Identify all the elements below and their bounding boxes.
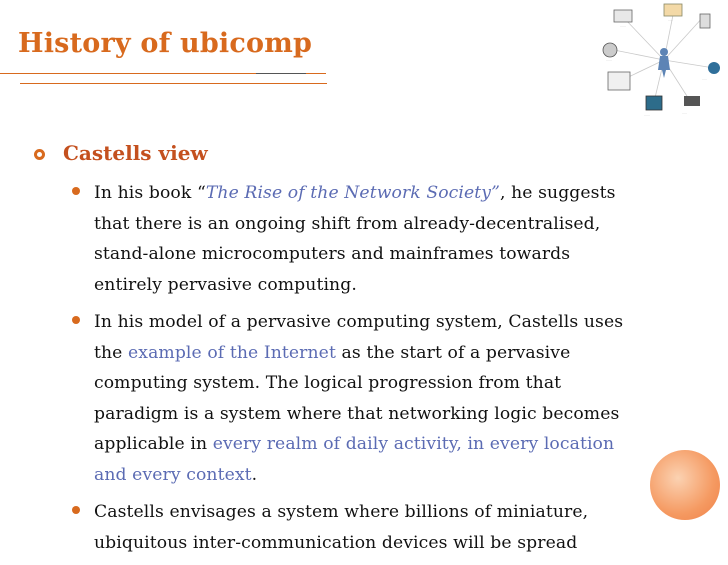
internet-example-link[interactable]: example of the Internet bbox=[128, 342, 336, 363]
bullet-text-part: as the start of a pervasive computing system. The logical progression from that paradigm is a system where that networking logic becomes applicable in bbox=[94, 342, 620, 454]
title-underline-accent bbox=[256, 73, 306, 74]
circle-bullet-icon bbox=[34, 149, 45, 160]
bullet-item bbox=[72, 497, 632, 558]
bullet-text-part: Castells envisages a system where billions of miniature, ubiquitous inter-communication devices will be spread bbox=[94, 502, 589, 553]
svg-text:·····: ····· bbox=[682, 111, 687, 115]
svg-text:·····: ····· bbox=[702, 77, 707, 81]
bullet-item bbox=[72, 307, 632, 490]
book-title-link[interactable]: The Rise of the Network Society” bbox=[205, 183, 500, 203]
slide-title: History of ubicomp bbox=[18, 28, 313, 59]
bullet-dot-icon bbox=[72, 316, 80, 324]
section-heading bbox=[34, 141, 208, 165]
bullet-text-part: , he suggests that there is an ongoing shift from already-decentralised, stand-alone microcomputers and mainframes towards entirely pervasive computing. bbox=[94, 183, 616, 295]
network-diagram-icon bbox=[596, 0, 728, 130]
daily-activity-link[interactable]: every realm of daily activity, in every location and every context bbox=[94, 434, 615, 485]
bullet-dot-icon bbox=[72, 506, 80, 514]
bullet-list bbox=[72, 178, 632, 565]
network-node-icons bbox=[603, 4, 720, 110]
bullet-text-part: In his book “ bbox=[94, 183, 206, 203]
svg-text:······: ······ bbox=[620, 24, 626, 28]
bullet-text bbox=[94, 307, 632, 490]
bullet-dot-icon bbox=[72, 187, 80, 195]
svg-text:·····: ····· bbox=[668, 18, 673, 22]
svg-text:······: ······ bbox=[606, 58, 612, 62]
svg-text:······: ······ bbox=[644, 113, 650, 117]
bullet-text-part: In his model of a pervasive computing system, Castells uses the bbox=[94, 312, 624, 363]
decorative-orange-circle bbox=[650, 450, 720, 520]
bullet-item bbox=[72, 178, 632, 300]
bullet-text bbox=[94, 497, 632, 558]
title-underline-secondary bbox=[20, 83, 327, 84]
bullet-text-part: . bbox=[251, 464, 258, 485]
bullet-text bbox=[94, 178, 632, 300]
heading-text: Castells view bbox=[63, 141, 208, 165]
